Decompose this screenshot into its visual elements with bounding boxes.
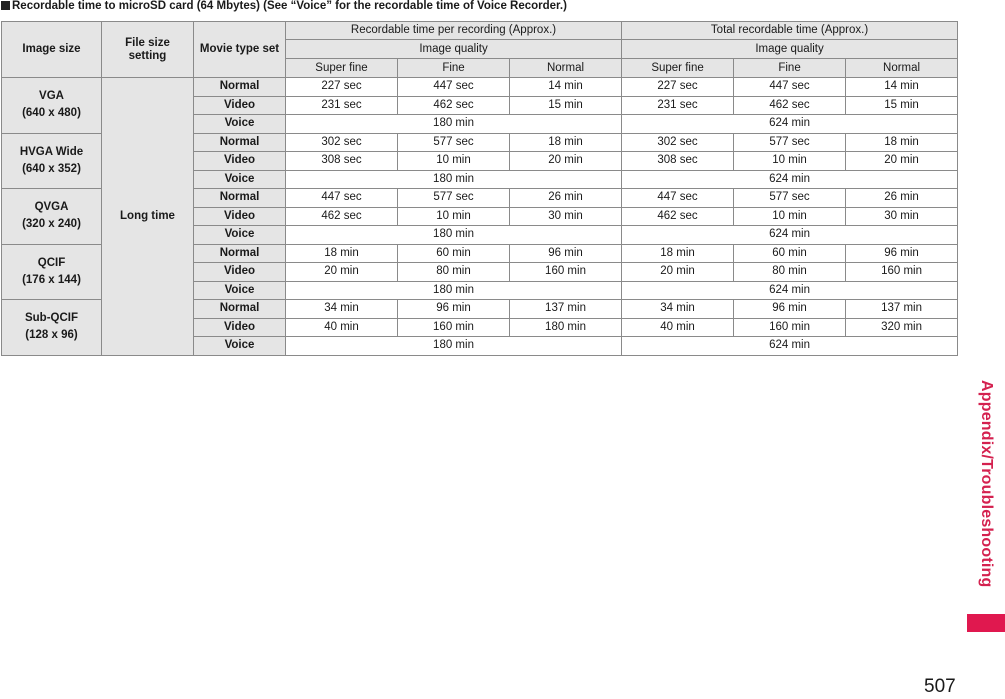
total-recordable-value: 20 min bbox=[622, 263, 734, 282]
total-recordable-value: 80 min bbox=[734, 263, 846, 282]
per-recording-value: 231 sec bbox=[286, 96, 398, 115]
total-recordable-value: 14 min bbox=[846, 78, 958, 97]
movie-type-cell: Voice bbox=[194, 337, 286, 356]
image-size-cell bbox=[2, 78, 102, 134]
total-recordable-value: 10 min bbox=[734, 207, 846, 226]
header-quality-0: Super fine bbox=[622, 59, 734, 78]
total-recordable-value: 462 sec bbox=[622, 207, 734, 226]
image-size-dims: (176 x 144) bbox=[22, 273, 81, 286]
total-recordable-value: 160 min bbox=[846, 263, 958, 282]
per-recording-value: 160 min bbox=[510, 263, 622, 282]
movie-type-cell: Normal bbox=[194, 189, 286, 208]
per-recording-value: 462 sec bbox=[286, 207, 398, 226]
per-recording-value: 10 min bbox=[398, 152, 510, 171]
sidebar-color-tab bbox=[967, 614, 1005, 632]
header-file-size-setting: File size setting bbox=[102, 22, 194, 78]
per-recording-value: 40 min bbox=[286, 318, 398, 337]
movie-type-cell: Normal bbox=[194, 300, 286, 319]
image-size-cell bbox=[2, 189, 102, 245]
total-recordable-value: 26 min bbox=[846, 189, 958, 208]
total-recordable-value: 447 sec bbox=[622, 189, 734, 208]
header-quality-1: Fine bbox=[398, 59, 510, 78]
total-recordable-value: 320 min bbox=[846, 318, 958, 337]
total-recordable-value: 60 min bbox=[734, 244, 846, 263]
per-recording-voice: 180 min bbox=[286, 115, 622, 134]
movie-type-cell: Video bbox=[194, 207, 286, 226]
image-size-name: Sub-QCIF bbox=[24, 312, 79, 325]
total-recordable-value: 30 min bbox=[846, 207, 958, 226]
per-recording-value: 96 min bbox=[510, 244, 622, 263]
per-recording-value: 14 min bbox=[510, 78, 622, 97]
image-size-dims: (640 x 480) bbox=[22, 107, 81, 120]
table-row bbox=[2, 78, 958, 97]
per-recording-value: 447 sec bbox=[286, 189, 398, 208]
page-number: 507 bbox=[924, 676, 956, 697]
per-recording-value: 302 sec bbox=[286, 133, 398, 152]
movie-type-cell: Normal bbox=[194, 133, 286, 152]
image-size-name: HVGA Wide bbox=[19, 145, 84, 158]
per-recording-value: 462 sec bbox=[398, 96, 510, 115]
total-recordable-value: 137 min bbox=[846, 300, 958, 319]
total-recordable-value: 302 sec bbox=[622, 133, 734, 152]
movie-type-cell: Video bbox=[194, 318, 286, 337]
header-per-recording: Recordable time per recording (Approx.) bbox=[286, 22, 622, 40]
total-recordable-value: 447 sec bbox=[734, 78, 846, 97]
per-recording-voice: 180 min bbox=[286, 337, 622, 356]
header-total-recordable: Total recordable time (Approx.) bbox=[622, 22, 958, 40]
total-recordable-voice: 624 min bbox=[622, 337, 958, 356]
per-recording-value: 20 min bbox=[286, 263, 398, 282]
movie-type-cell: Voice bbox=[194, 281, 286, 300]
per-recording-value: 15 min bbox=[510, 96, 622, 115]
header-quality-1: Fine bbox=[734, 59, 846, 78]
total-recordable-value: 308 sec bbox=[622, 152, 734, 171]
image-size-name: VGA bbox=[39, 90, 64, 103]
movie-type-cell: Voice bbox=[194, 170, 286, 189]
image-size-dims: (320 x 240) bbox=[22, 218, 81, 231]
header-row bbox=[2, 22, 958, 40]
total-recordable-value: 18 min bbox=[622, 244, 734, 263]
movie-type-cell: Normal bbox=[194, 78, 286, 97]
per-recording-value: 447 sec bbox=[398, 78, 510, 97]
per-recording-voice: 180 min bbox=[286, 281, 622, 300]
header-quality-2: Normal bbox=[846, 59, 958, 78]
per-recording-value: 180 min bbox=[510, 318, 622, 337]
header-quality-0: Super fine bbox=[286, 59, 398, 78]
header-movie-type: Movie type set bbox=[194, 22, 286, 78]
total-recordable-value: 160 min bbox=[734, 318, 846, 337]
total-recordable-value: 231 sec bbox=[622, 96, 734, 115]
total-recordable-value: 577 sec bbox=[734, 133, 846, 152]
section-heading-text: Recordable time to microSD card (64 Mbytes) (See “Voice” for the recordable time of Voice Recorder.) bbox=[12, 0, 567, 12]
per-recording-value: 80 min bbox=[398, 263, 510, 282]
total-recordable-value: 18 min bbox=[846, 133, 958, 152]
movie-type-cell: Voice bbox=[194, 115, 286, 134]
total-recordable-value: 462 sec bbox=[734, 96, 846, 115]
per-recording-value: 308 sec bbox=[286, 152, 398, 171]
movie-type-cell: Normal bbox=[194, 244, 286, 263]
per-recording-value: 60 min bbox=[398, 244, 510, 263]
per-recording-value: 227 sec bbox=[286, 78, 398, 97]
per-recording-value: 18 min bbox=[510, 133, 622, 152]
image-size-name: QCIF bbox=[37, 256, 66, 269]
per-recording-value: 577 sec bbox=[398, 133, 510, 152]
per-recording-value: 577 sec bbox=[398, 189, 510, 208]
per-recording-voice: 180 min bbox=[286, 170, 622, 189]
per-recording-value: 10 min bbox=[398, 207, 510, 226]
total-recordable-value: 96 min bbox=[846, 244, 958, 263]
movie-type-cell: Video bbox=[194, 96, 286, 115]
movie-type-cell: Video bbox=[194, 263, 286, 282]
file-size-value: Long time bbox=[102, 78, 194, 356]
per-recording-value: 26 min bbox=[510, 189, 622, 208]
image-size-cell bbox=[2, 133, 102, 189]
per-recording-value: 20 min bbox=[510, 152, 622, 171]
per-recording-value: 18 min bbox=[286, 244, 398, 263]
total-recordable-voice: 624 min bbox=[622, 115, 958, 134]
per-recording-value: 30 min bbox=[510, 207, 622, 226]
movie-type-cell: Voice bbox=[194, 226, 286, 245]
total-recordable-voice: 624 min bbox=[622, 226, 958, 245]
per-recording-value: 137 min bbox=[510, 300, 622, 319]
total-recordable-value: 40 min bbox=[622, 318, 734, 337]
image-size-dims: (640 x 352) bbox=[22, 162, 81, 175]
square-bullet-icon bbox=[1, 1, 10, 10]
image-size-name: QVGA bbox=[34, 201, 69, 214]
section-heading bbox=[1, 0, 567, 12]
header-quality-2: Normal bbox=[510, 59, 622, 78]
per-recording-value: 96 min bbox=[398, 300, 510, 319]
header-image-size: Image size bbox=[2, 22, 102, 78]
total-recordable-value: 227 sec bbox=[622, 78, 734, 97]
per-recording-value: 160 min bbox=[398, 318, 510, 337]
image-size-dims: (128 x 96) bbox=[25, 329, 78, 342]
total-recordable-value: 96 min bbox=[734, 300, 846, 319]
total-recordable-value: 15 min bbox=[846, 96, 958, 115]
total-recordable-value: 20 min bbox=[846, 152, 958, 171]
total-recordable-value: 34 min bbox=[622, 300, 734, 319]
total-recordable-value: 10 min bbox=[734, 152, 846, 171]
section-sidebar bbox=[967, 0, 1005, 699]
recordable-time-table bbox=[1, 21, 958, 356]
movie-type-cell: Video bbox=[194, 152, 286, 171]
sidebar-section-label: Appendix/Troubleshooting bbox=[978, 380, 995, 588]
header-image-quality: Image quality bbox=[622, 40, 958, 59]
image-size-cell bbox=[2, 244, 102, 300]
total-recordable-voice: 624 min bbox=[622, 281, 958, 300]
total-recordable-value: 577 sec bbox=[734, 189, 846, 208]
total-recordable-voice: 624 min bbox=[622, 170, 958, 189]
per-recording-value: 34 min bbox=[286, 300, 398, 319]
header-image-quality: Image quality bbox=[286, 40, 622, 59]
image-size-cell bbox=[2, 300, 102, 356]
per-recording-voice: 180 min bbox=[286, 226, 622, 245]
